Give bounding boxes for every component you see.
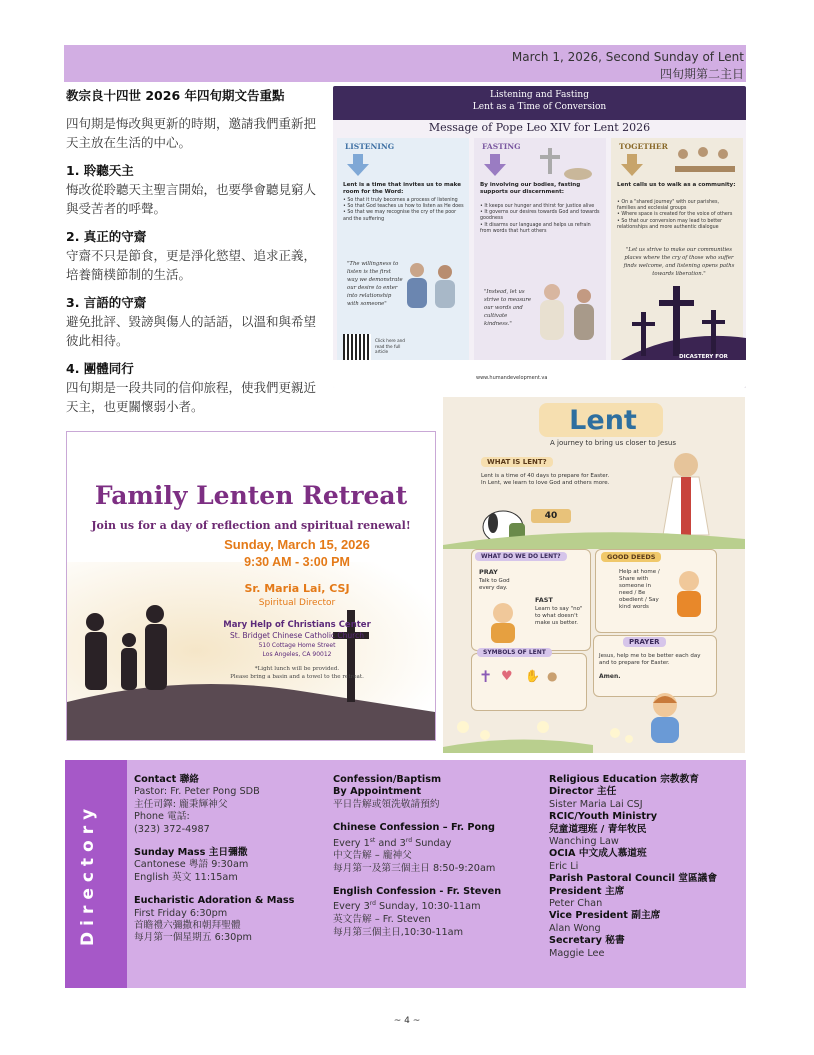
director-heading: Director 主任 bbox=[549, 786, 617, 798]
column-bullets bbox=[343, 198, 465, 223]
banner-line-2: Lent as a Time of Conversion bbox=[472, 102, 607, 112]
section-body: 避免批評、毀謗與傷人的話語，以溫和與希望彼此相待。 bbox=[66, 314, 317, 348]
website-link[interactable]: www.humandevelopment.va bbox=[476, 375, 548, 381]
chinese-confession-schedule: Every 1st and 3rd Sunday bbox=[333, 836, 452, 849]
religious-education-heading: Religious Education 宗教教育 bbox=[549, 774, 699, 785]
fasting-column bbox=[474, 138, 606, 360]
down-arrow-icon bbox=[484, 154, 506, 176]
good-deeds-text: Help at home / Share with someone in need / Be obedient / Say kind words bbox=[619, 569, 660, 610]
phone-label: Phone 電話: bbox=[134, 811, 190, 823]
retreat-subtitle: Join us for a day of reflection and spiritual renewal! bbox=[91, 519, 411, 532]
down-arrow-icon bbox=[621, 154, 643, 176]
section-body: 守齋不只是節食，更是淨化慾望、追求正義，培養簡樸節制的生活。 bbox=[66, 248, 317, 282]
pastor: Pastor: Fr. Peter Pong SDB bbox=[134, 786, 260, 798]
appointment-zh: 平日告解或領洗敬請預約 bbox=[333, 798, 440, 810]
message-title: Message of Pope Leo XIV for Lent 2026 bbox=[428, 121, 651, 134]
praying-child-flowers-illustration bbox=[603, 689, 693, 749]
community-table-icon bbox=[671, 144, 739, 180]
rcic-zh: 兒童道理班 / 青年牧民 bbox=[549, 823, 647, 835]
good-deeds-label: GOOD DEEDS bbox=[601, 552, 661, 562]
bullet: • On a "shared journey" with our parishes, families and ecclesial groups bbox=[617, 200, 719, 212]
retreat-title: Family Lenten Retreat bbox=[94, 481, 408, 510]
down-arrow-icon bbox=[347, 154, 369, 176]
rcic-name: Wanching Law bbox=[549, 836, 619, 848]
secretary-name: Maggie Lee bbox=[549, 947, 605, 959]
column-intro: Lent calls us to walk as a community: bbox=[617, 182, 736, 188]
vice-president-heading: Vice President 副主席 bbox=[549, 910, 661, 922]
ocia-heading: OCIA 中文成人慕道班 bbox=[549, 848, 647, 860]
bullet: • So that we may recognise the cry of the poor and the suffering bbox=[343, 210, 457, 222]
parish-council-heading: Parish Pastoral Council 堂區議會 bbox=[549, 873, 718, 885]
ocia-name: Eric Li bbox=[549, 860, 579, 872]
lunch-note: *Light lunch will be provided. bbox=[254, 666, 340, 672]
bullet: • It keeps our hunger and thirst for justice alive bbox=[480, 204, 595, 209]
listening-column bbox=[337, 138, 469, 360]
section-body: 四旬期是一段共同的信仰旅程，使我們更親近天主，也更關懷弱小者。 bbox=[66, 380, 317, 414]
bread-icon: ● bbox=[547, 669, 558, 683]
pray-label: PRAY bbox=[479, 568, 498, 576]
rcic-heading: RCIC/Youth Ministry bbox=[549, 811, 658, 823]
family-lenten-retreat-flyer bbox=[66, 431, 436, 741]
cantonese-mass: Cantonese 粵語 9:30am bbox=[134, 859, 249, 871]
dicastery-logo-text: DICASTERY FOR PROMOTING INTEGRAL HUMAN DEVELOPMENT bbox=[679, 354, 735, 381]
appointment: By Appointment bbox=[333, 786, 422, 798]
english-confession-zh-1: 英文告解 – Fr. Steven bbox=[333, 914, 431, 926]
column-intro: By involving our bodies, fasting supports our discernment: bbox=[480, 182, 581, 195]
street-address: 510 Cottage Home Street bbox=[258, 642, 336, 649]
contact-heading: Contact 聯絡 bbox=[134, 774, 199, 785]
cross-and-bread-icon bbox=[534, 148, 594, 182]
column-heading: TOGETHER bbox=[619, 142, 668, 151]
column-intro: Lent is a time that invites us to make room for the Word: bbox=[343, 182, 461, 195]
page-number: ~ 4 ~ bbox=[393, 1016, 421, 1026]
bullet: • So that God teaches us how to listen as He does bbox=[343, 204, 464, 210]
amen-text: Amen. bbox=[599, 673, 621, 680]
directory-column-confession bbox=[333, 774, 543, 939]
vice-president-name: Alan Wong bbox=[549, 922, 601, 934]
column-quote: "The willingness to listen is the first way we demonstrate our desire to enter into relationship with someone" bbox=[347, 261, 403, 307]
article-title: 教宗良十四世 2026 年四旬期文告重點 bbox=[66, 88, 285, 103]
bullet: • It disarms our language and helps us refrain from words that hurt others bbox=[480, 222, 591, 234]
retreat-date: Sunday, March 15, 2026 bbox=[224, 537, 370, 552]
prayer-label: PRAYER bbox=[623, 637, 666, 647]
section-heading: 3. 言語的守齋 bbox=[66, 295, 147, 310]
phone-number[interactable]: (323) 372-4987 bbox=[134, 823, 210, 835]
path-illustration bbox=[443, 519, 745, 549]
adoration-en: First Friday 6:30pm bbox=[134, 907, 228, 919]
pastor-zh: 主任司鐸: 龐秉輝神父 bbox=[134, 798, 228, 810]
column-quote: "Instead, let us strive to measure our words and cultivate kindness." bbox=[484, 289, 531, 327]
fast-label: FAST bbox=[535, 596, 553, 604]
what-we-do-label: WHAT DO WE DO LENT? bbox=[475, 552, 567, 561]
pope-lent-message-infographic bbox=[333, 86, 746, 388]
praying-boy-illustration bbox=[483, 601, 523, 645]
lent-kids-poster bbox=[443, 397, 745, 753]
directory-label: Directory bbox=[78, 802, 98, 946]
section-heading: 1. 聆聽天主 bbox=[66, 163, 134, 178]
lent-message-article bbox=[64, 82, 322, 418]
english-mass: English 英文 11:15am bbox=[134, 871, 238, 883]
liturgical-line: 四旬期第二主日 bbox=[659, 67, 744, 81]
section-heading: 4. 團體同行 bbox=[66, 361, 134, 376]
confession-heading: Confession/Baptism bbox=[333, 774, 442, 785]
english-confession-zh-2: 每月第三個主日,10:30-11am bbox=[333, 926, 464, 938]
column-bullets bbox=[480, 204, 602, 235]
president-name: Peter Chan bbox=[549, 898, 603, 910]
qr-caption: Click here and read the full article bbox=[375, 338, 405, 354]
forty-days-sign: 40 bbox=[531, 509, 571, 523]
section-body: 悔改從聆聽天主聖言開始，也要學會聽見窮人與受苦者的呼聲。 bbox=[66, 182, 317, 216]
bullet: • So that it truly becomes a process of listening bbox=[343, 198, 458, 203]
directory-column-contact bbox=[134, 774, 324, 945]
city-address: Los Angeles, CA 90012 bbox=[262, 651, 332, 658]
symbols-label: SYMBOLS OF LENT bbox=[477, 648, 552, 657]
bullet: • So that our conversion may lead to better relationships and more authentic dialogue bbox=[617, 218, 723, 230]
speaker-name: Sr. Maria Lai, CSJ bbox=[244, 582, 350, 595]
cross-icon: ✝ bbox=[479, 667, 493, 686]
column-quote: "Let us strive to make our communities places where the cry of those who suffer finds welcome, and listening opens paths towards liberation." bbox=[623, 247, 735, 277]
column-heading: LISTENING bbox=[345, 142, 395, 151]
what-is-lent-text: Lent is a time of 40 days to prepare for Easter. In Lent, we learn to love God and others more. bbox=[481, 473, 610, 486]
secretary-heading: Secretary 秘書 bbox=[549, 935, 625, 947]
sunday-mass-heading: Sunday Mass 主日彌撒 bbox=[134, 847, 248, 859]
bullet: • Where space is created for the voice of others bbox=[617, 212, 733, 218]
person-comforting-illustration bbox=[532, 278, 604, 348]
english-confession-schedule: Every 3rd Sunday, 10:30-11am bbox=[333, 900, 481, 913]
directory-column-ministries bbox=[549, 774, 741, 960]
article-intro: 四旬期是悔改與更新的時期，邀請我們重新把天主放在生活的中心。 bbox=[66, 116, 317, 150]
retreat-time: 9:30 AM - 3:00 PM bbox=[244, 555, 350, 569]
director-name: Sister Maria Lai CSJ bbox=[549, 798, 643, 810]
two-people-talking-illustration bbox=[399, 258, 465, 320]
venue-name: Mary Help of Christians Center bbox=[223, 620, 371, 630]
infographic-banner bbox=[333, 86, 746, 120]
flowers-illustration bbox=[443, 697, 593, 753]
adoration-zh-1: 首瞻禮六彌撒和朝拜聖體 bbox=[134, 920, 241, 932]
banner-line-1: Listening and Fasting bbox=[490, 90, 589, 100]
president-heading: President 主席 bbox=[549, 885, 625, 897]
date-line: March 1, 2026, Second Sunday of Lent bbox=[511, 50, 744, 64]
prayer-text: Jesus, help me to be better each day and to prepare for Easter. bbox=[599, 653, 701, 666]
header-band bbox=[64, 45, 746, 82]
speaker-role: Spiritual Director bbox=[258, 598, 336, 608]
section-heading: 2. 真正的守齋 bbox=[66, 229, 147, 244]
qr-code[interactable] bbox=[343, 334, 371, 360]
chinese-confession-zh-1: 中文告解 – 龐神父 bbox=[333, 850, 412, 862]
adoration-zh-2: 每月第一個星期五 6:30pm bbox=[134, 932, 252, 944]
what-is-lent-label: WHAT IS LENT? bbox=[481, 457, 553, 467]
column-bullets bbox=[617, 200, 739, 231]
praying-hands-icon: ✋ bbox=[525, 669, 540, 683]
heart-icon: ♥ bbox=[501, 669, 513, 684]
bullet: • It governs our desires towards God and towards goodness bbox=[480, 210, 600, 222]
english-confession-heading: English Confession - Fr. Steven bbox=[333, 886, 502, 898]
basin-note: Please bring a basin and a towel to the retreat. bbox=[230, 674, 364, 680]
chinese-confession-heading: Chinese Confession – Fr. Pong bbox=[333, 822, 495, 834]
column-heading: FASTING bbox=[482, 142, 521, 151]
girl-with-snoopy-illustration bbox=[665, 567, 711, 623]
pray-text: Talk to God every day. bbox=[479, 578, 510, 591]
church-name: St. Bridget Chinese Catholic Church bbox=[230, 631, 364, 640]
fast-text: Learn to say "no" to what doesn't make us better. bbox=[535, 606, 583, 626]
poster-subtitle: A journey to bring us closer to Jesus bbox=[550, 439, 676, 447]
poster-title: Lent bbox=[569, 405, 637, 436]
chinese-confession-zh-2: 每月第一及第三個主日 8:50-9:20am bbox=[333, 862, 496, 874]
adoration-heading: Eucharistic Adoration & Mass bbox=[134, 895, 295, 907]
